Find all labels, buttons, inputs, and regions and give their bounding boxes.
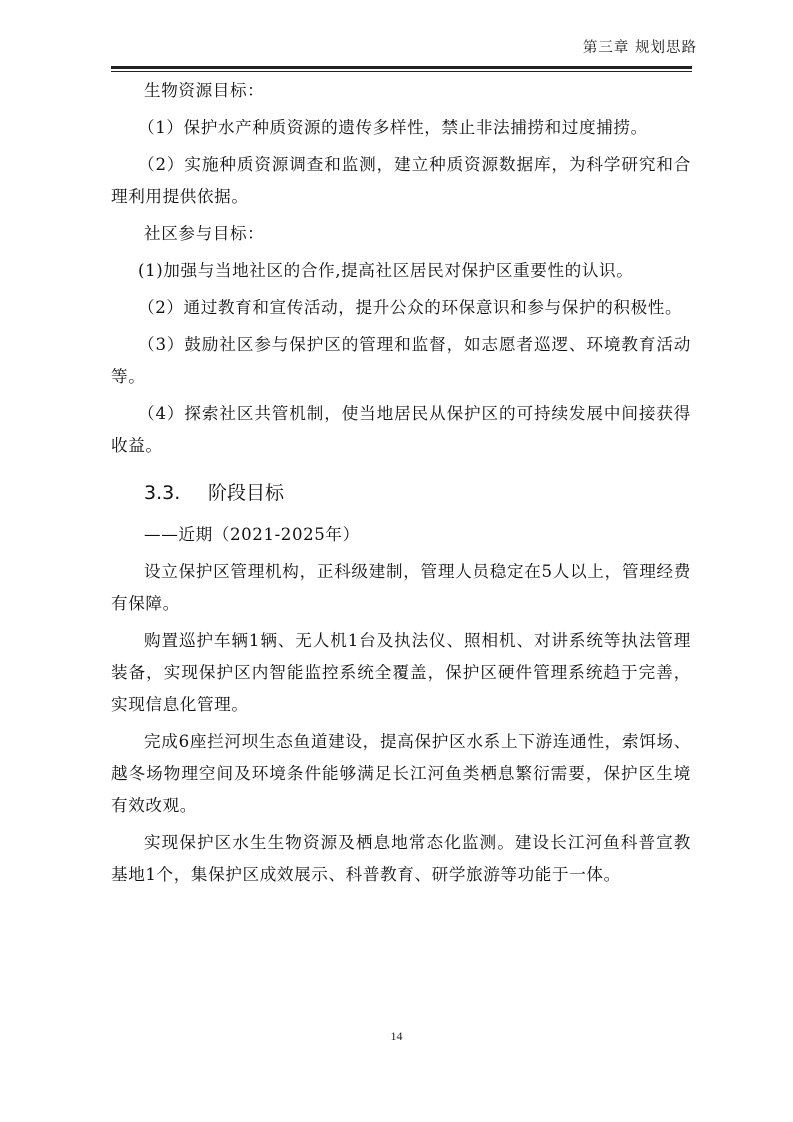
bio-goal-item-1: （1）保护水产种质资源的遗传多样性，禁止非法捕捞和过度捕捞。: [138, 118, 648, 137]
stage-goal-paragraph-4: 实现保护区水生生物资源及栖息地常态化监测。建设长江河鱼科普宣教基地1个，集保护区成效展示、科普教育、研学旅游等功能于一体。: [111, 833, 691, 884]
section-number: 3.3.: [144, 482, 181, 504]
page-number: 14: [390, 1029, 403, 1043]
community-goal-item-1: (1)加强与当地社区的合作,提高社区居民对保护区重要性的认识。: [138, 261, 634, 280]
section-title: 阶段目标: [208, 482, 285, 504]
section-heading: [111, 477, 691, 509]
community-goal-item-4: （4）探索社区共管机制，使当地居民从保护区的可持续发展中间接获得收益。: [111, 404, 691, 455]
header-rule-thick: [111, 66, 692, 69]
community-goal-item-2: （2）通过教育和宣传活动，提升公众的环保意识和参与保护的积极性。: [138, 298, 683, 317]
bio-goal-item-2: （2）实施种质资源调查和监测，建立种质资源数据库，为科学研究和合理利用提供依据。: [111, 155, 691, 206]
body-text: [111, 75, 691, 891]
stage-goal-paragraph-2: 购置巡护车辆1辆、无人机1台及执法仪、照相机、对讲系统等执法管理装备，实现保护区内智能监控系统全覆盖，保护区硬件管理系统趋于完善，实现信息化管理。: [111, 631, 691, 714]
header-rule-thin: [111, 71, 692, 72]
bio-goals-title: 生物资源目标：: [144, 81, 265, 100]
community-goals-title: 社区参与目标：: [144, 224, 265, 243]
running-header: 第三章 规划思路: [582, 40, 697, 56]
stage-goal-paragraph-1: 设立保护区管理机构，正科级建制，管理人员稳定在5人以上，管理经费有保障。: [111, 562, 691, 613]
stage-goal-paragraph-3: 完成6座拦河坝生态鱼道建设，提高保护区水系上下游连通性，索饵场、越冬场物理空间及环境条件能够满足长江河鱼类栖息繁衍需要，保护区生境有效改观。: [111, 732, 691, 815]
community-goal-item-3: （3）鼓励社区参与保护区的管理和监督，如志愿者巡逻、环境教育活动等。: [111, 335, 691, 386]
near-term-period: ——近期（2021-2025年）: [144, 525, 360, 544]
